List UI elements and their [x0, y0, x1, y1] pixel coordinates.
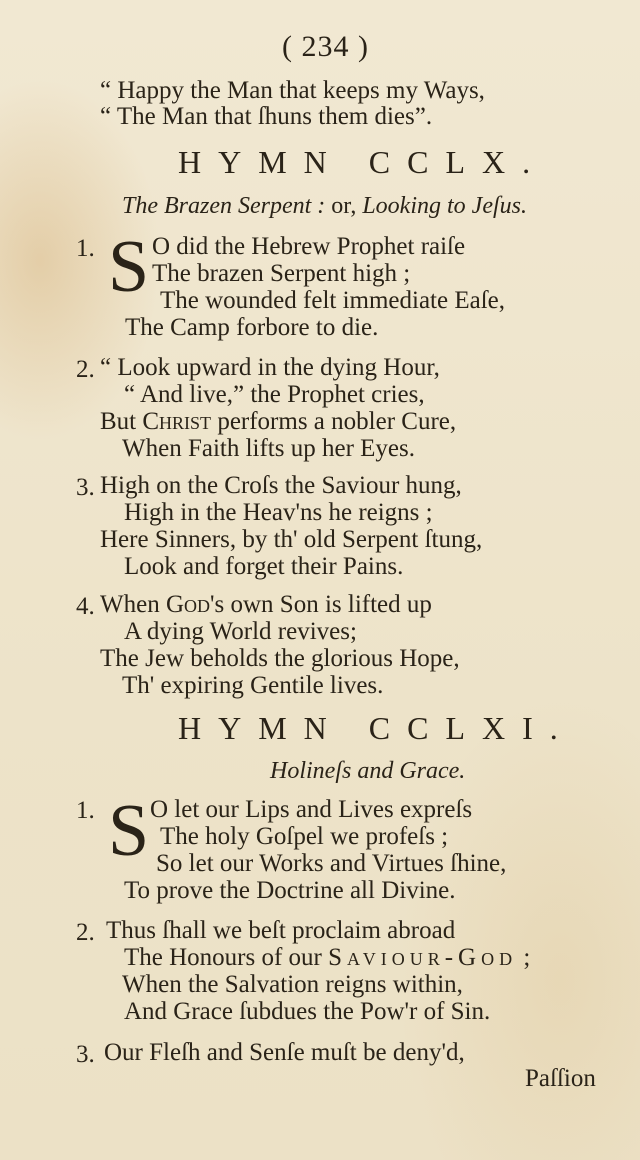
verse-line: Th' expiring Gentile lives.	[122, 672, 384, 699]
verse-line: The Camp forbore to die.	[125, 314, 379, 341]
verse-line: The wounded felt immediate Eaſe,	[160, 287, 506, 314]
verse-line	[124, 943, 530, 973]
verse-line: Our Fleſh and Senſe muſt be deny'd,	[104, 1039, 465, 1066]
catchword: Paſſion	[525, 1065, 596, 1092]
verse-line: And Grace ſubdues the Pow'r of Sin.	[124, 998, 491, 1025]
verse-number: 3.	[76, 474, 95, 501]
verse-number: 2.	[76, 919, 95, 946]
verse-line: Thus ſhall we beſt proclaim abroad	[106, 917, 456, 944]
divine-name: Christ	[142, 408, 212, 435]
verse-line: O let our Lips and Lives expreſs	[150, 796, 473, 823]
verse-line: When the Salvation reigns within,	[122, 971, 463, 998]
page-number: ( 234 )	[282, 30, 369, 63]
hymn-1-subtitle-part1: The Brazen Serpent :	[122, 193, 326, 219]
verse-line: The brazen Serpent high ;	[152, 260, 411, 287]
verse-line: The holy Goſpel we profeſs ;	[160, 823, 449, 850]
verse-line	[100, 407, 456, 437]
verse-line: O did the Hebrew Prophet raiſe	[152, 233, 466, 260]
verse-number: 1.	[76, 797, 95, 824]
verse-line: High on the Croſs the Saviour hung,	[100, 472, 462, 499]
hymn-1-subtitle-or: or,	[331, 193, 357, 219]
verse-line: To prove the Doctrine all Divine.	[124, 877, 456, 904]
hymn-2-subtitle: Holineſs and Grace.	[270, 758, 466, 784]
verse-line-part: ;	[517, 944, 531, 971]
divine-name: God	[165, 591, 211, 618]
verse-number: 4.	[76, 593, 95, 620]
hymn-1-subtitle	[122, 193, 527, 220]
hymn-1-subtitle-part2: Looking to Jeſus.	[362, 193, 527, 219]
verse-number: 1.	[76, 235, 95, 262]
hymn-2-title: HYMN CCLXI.	[178, 710, 575, 746]
verse-line: When Faith lifts up her Eyes.	[122, 435, 415, 462]
verse-line: “ Look upward in the dying Hour,	[100, 354, 440, 381]
verse-line: The Jew beholds the glorious Hope,	[100, 645, 460, 672]
verse-line-part: performs a nobler Cure,	[211, 408, 457, 435]
verse-line: So let our Works and Virtues ſhine,	[156, 850, 507, 877]
verse-line: A dying World revives;	[124, 618, 357, 645]
verse-line: “ And live,” the Prophet cries,	[124, 381, 425, 408]
verse-line: High in the Heav'ns he reigns ;	[124, 499, 433, 526]
verse-line	[100, 590, 432, 620]
hymn-1-title: HYMN CCLX.	[178, 144, 548, 180]
verse-line-part: 's own Son is lifted up	[210, 591, 432, 618]
verse-line-part: The Honours of our	[124, 944, 329, 971]
verse-line: Look and forget their Pains.	[124, 553, 404, 580]
verse-number: 3.	[76, 1041, 95, 1068]
carryover-line-1: “ Happy the Man that keeps my Ways,	[100, 77, 485, 104]
verse-number: 2.	[76, 356, 95, 383]
drop-cap: S	[108, 790, 150, 872]
verse-line: Here Sinners, by th' old Serpent ſtung,	[100, 526, 483, 553]
verse-line-part: When	[100, 591, 166, 618]
divine-name: Saviour-God	[328, 944, 518, 971]
drop-cap: S	[108, 226, 150, 308]
carryover-line-2: “ The Man that ſhuns them dies”.	[100, 103, 433, 130]
verse-line-part: But	[100, 408, 143, 435]
